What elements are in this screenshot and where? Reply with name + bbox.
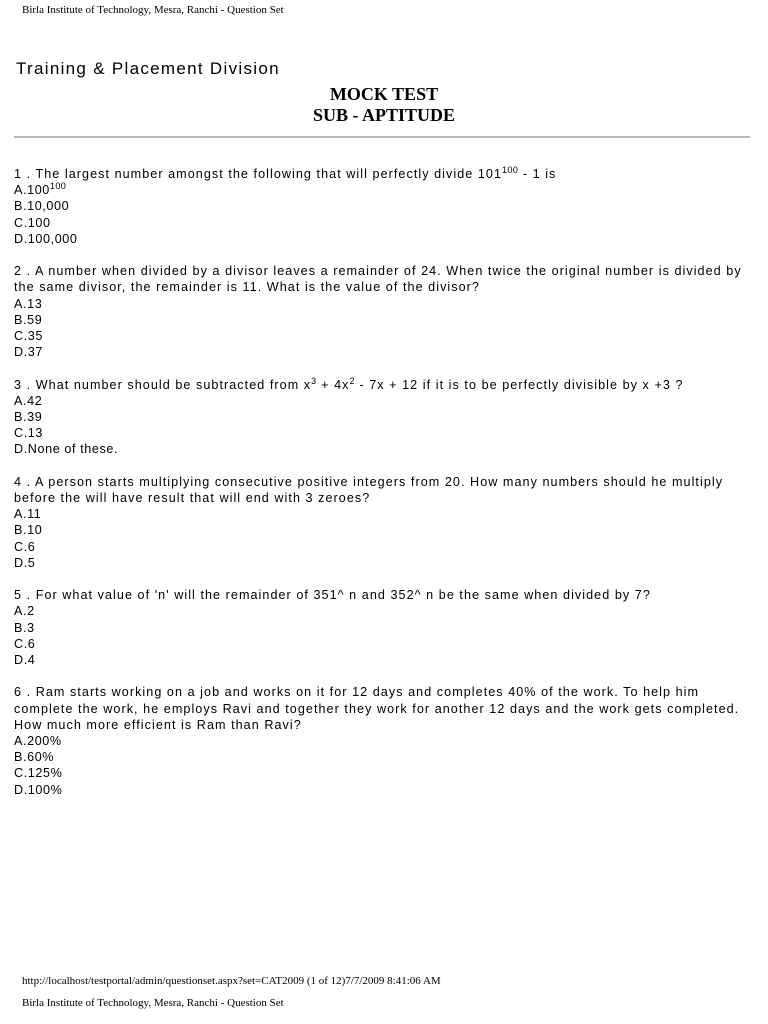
- option-d: D.37: [14, 345, 44, 360]
- option-b: B.3: [14, 620, 35, 635]
- title-mock-test: MOCK TEST: [329, 84, 439, 104]
- option-b: B.10: [14, 523, 43, 538]
- test-title: [0, 84, 768, 126]
- question-1: [14, 166, 754, 247]
- option-a: A.13: [14, 296, 43, 311]
- option-a: A.200%: [14, 734, 62, 749]
- question-list: [14, 166, 754, 814]
- option-d: D.None of these.: [14, 442, 119, 457]
- option-c: C.125%: [14, 766, 63, 781]
- question-6: [14, 684, 754, 797]
- question-2: [14, 263, 754, 360]
- option-b: B.39: [14, 410, 43, 425]
- option-d: D.100%: [14, 782, 63, 797]
- page-footer: Birla Institute of Technology, Mesra, Ranchi - Question Set: [22, 997, 284, 1009]
- option-c: C.6: [14, 539, 36, 554]
- question-stem: 4 . A person starts multiplying consecutive positive integers from 20. How many numbers should he multiply before the will have result that will end with 3 zeroes?: [14, 474, 724, 506]
- option-c: C.6: [14, 636, 36, 651]
- option-b: B.59: [14, 312, 43, 327]
- option-b: B.60%: [14, 750, 55, 765]
- page-header: Birla Institute of Technology, Mesra, Ranchi - Question Set: [22, 4, 284, 16]
- option-c: C.100: [14, 215, 51, 230]
- question-stem: 5 . For what value of 'n' will the remainder of 351^ n and 352^ n be the same when divided by 7?: [14, 588, 651, 603]
- question-3: [14, 377, 754, 458]
- question-5: [14, 587, 754, 668]
- option-c: C.35: [14, 329, 44, 344]
- option-a: A.2: [14, 604, 35, 619]
- option-a: A.42: [14, 393, 43, 408]
- question-stem: 1 . The largest number amongst the following that will perfectly divide $101^{100} - 1$ is: [14, 165, 557, 181]
- question-stem: 6 . Ram starts working on a job and works on it for 12 days and completes 40% of the work. To help him complete the work, he employs Ravi and together they work for another 12 days and the work gets completed. How much more efficient is Ram than Ravi?: [14, 685, 740, 732]
- title-subject: SUB - APTITUDE: [312, 105, 456, 125]
- division-heading: Training & Placement Division: [16, 59, 280, 78]
- question-stem: 2 . A number when divided by a divisor leaves a remainder of 24. When twice the original number is divided by the same divisor, the remainder is 11. What is the value of the divisor?: [14, 264, 742, 295]
- option-c: C.13: [14, 426, 44, 441]
- question-stem: 3 . What number should be subtracted from $x^3 + 4x^2 - 7x + 12$ if it is to be perfectly divisible by x +3 ?: [14, 375, 684, 392]
- option-d: D.5: [14, 555, 36, 570]
- option-d: D.100,000: [14, 231, 78, 246]
- option-a: A.11: [14, 507, 42, 522]
- question-4: [14, 474, 754, 571]
- header-divider: [14, 136, 750, 138]
- footer-url: http://localhost/testportal/admin/questionset.aspx?set=CAT2009 (1 of 12)7/7/2009 8:41:06 AM: [22, 975, 441, 987]
- option-b: B.10,000: [14, 199, 70, 214]
- option-d: D.4: [14, 653, 36, 668]
- option-a: A.100$^{100}$: [14, 181, 67, 198]
